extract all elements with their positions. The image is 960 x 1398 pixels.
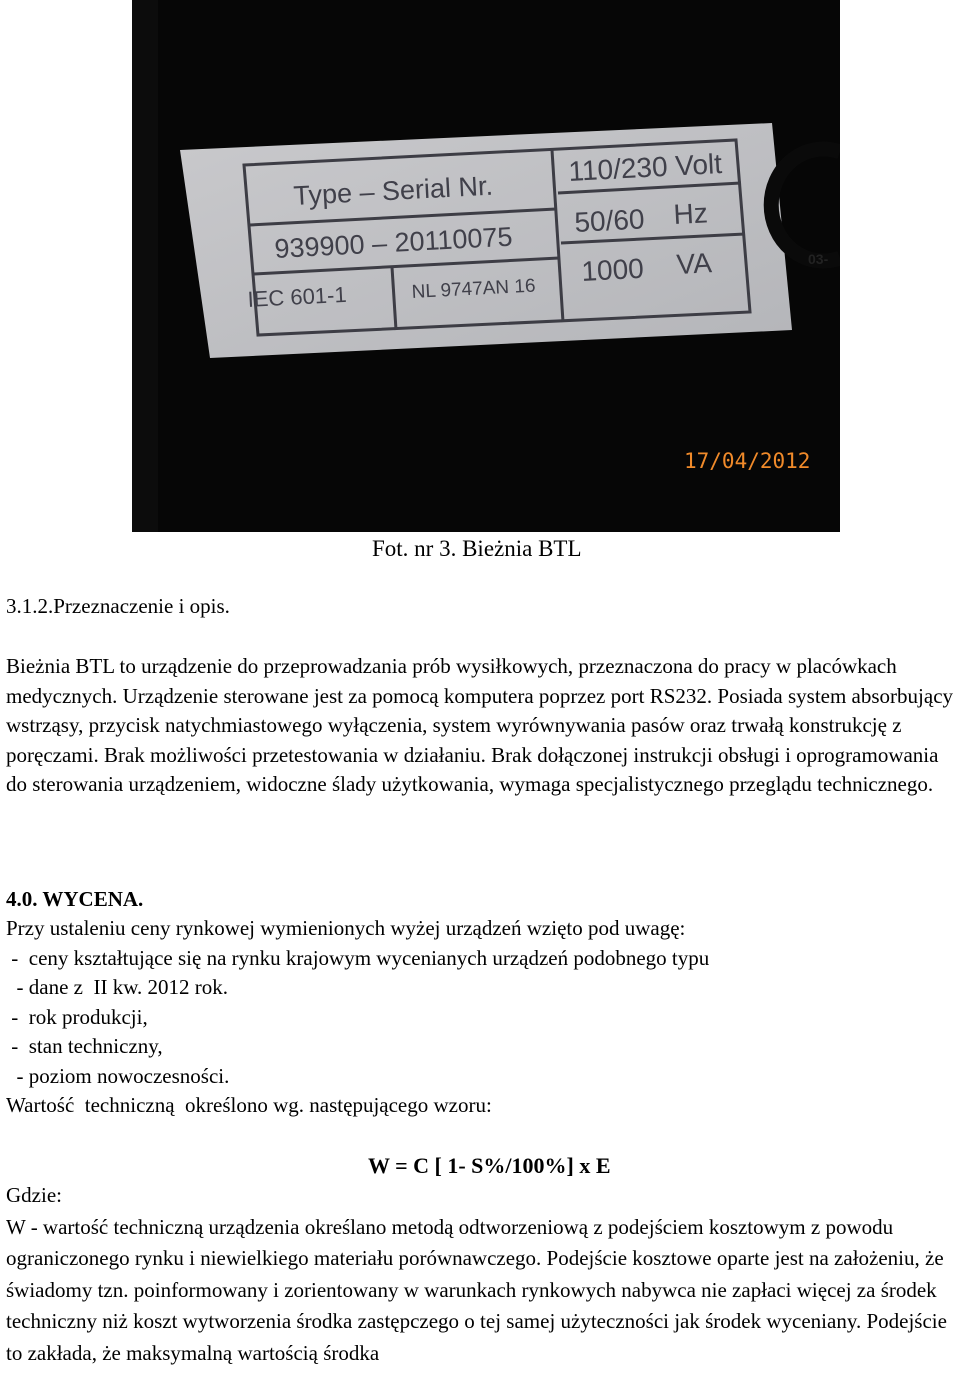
label-photo-svg: [132, 0, 840, 532]
valuation-intro: Przy ustaleniu ceny rynkowej wymienionych wyżej urządzeń wzięto pod uwagę:: [6, 916, 686, 940]
device-label-photo: [132, 0, 840, 532]
where-label: Gdzie:: [6, 1183, 62, 1207]
method-line: Wartość techniczną określono wg. następującego wzoru:: [6, 1093, 492, 1117]
label-freq-value: 50/60: [573, 203, 646, 238]
factor-item: - poziom nowoczesności.: [6, 1063, 230, 1088]
section-heading: 3.1.2.Przeznaczenie i opis.: [6, 594, 230, 618]
factor-item: - rok produkcji,: [6, 1004, 148, 1029]
factor-item: - stan techniczny,: [6, 1034, 163, 1058]
valuation-formula: W = C [ 1- S%/100%] x E: [368, 1153, 611, 1178]
factor-item: - dane z II kw. 2012 rok.: [6, 975, 228, 999]
description-paragraph: Bieżnia BTL to urządzenie do przeprowadzania prób wysiłkowych, przeznaczona do pracy w placówkach medycznych. Urządzenie sterowane jest za pomocą komputera poprzez port RS232. Posiada system absorbujący wstrząsy, przycisk natychmiastowego wyłączenia, system wyrównywania pasów oraz trwałą konstrukcję z poręczami. Brak możliwości przetestowania w działaniu. Brak dołączonej instrukcji obsługi i oprogramowania do sterowania urządzeniem, widoczne ślady użytkowania, wymaga specjalistycznego przeglądu technicznego.: [6, 654, 954, 796]
label-nl: NL 9747AN 16: [411, 275, 537, 303]
label-power-unit: VA: [675, 247, 713, 280]
photo-edge: [132, 0, 158, 532]
valuation-block: [6, 914, 956, 1121]
label-type-serial: Type – Serial Nr.: [292, 170, 494, 211]
ce-code: 03-: [808, 251, 829, 267]
label-freq-unit: Hz: [672, 197, 709, 230]
label-iec: IEC 601-1: [246, 281, 348, 312]
valuation-heading: 4.0. WYCENA.: [6, 887, 144, 911]
photo-caption: Fot. nr 3. Bieżnia BTL: [372, 536, 582, 561]
label-voltage: 110/230 Volt: [567, 147, 723, 187]
factor-item: - ceny kształtujące się na rynku krajowym wycenianych urządzeń podobnego typu: [6, 945, 710, 970]
explanation-paragraph: W - wartość techniczną urządzenia określano metodą odtworzeniową z podejściem kosztowym z powodu ograniczonego rynku i niewielkiego materiału porównawczego. Podejście kosztowe oparte jest na założeniu, że świadomy tzn. poinformowany i zorientowany w warunkach rynkowych nabywca nie zapłaci więcej za środek techniczny niż koszt wytworzenia środka zastępczego o tej samej użyteczności jak środek wyceniany. Podejście to zakłada, że maksymalną wartością środka: [6, 1214, 947, 1365]
label-serial-value: 939900 – 20110075: [273, 221, 514, 264]
label-power-value: 1000: [580, 252, 645, 287]
photo-date-stamp: 17/04/2012: [684, 449, 811, 473]
explanation-block: [6, 1180, 960, 1369]
